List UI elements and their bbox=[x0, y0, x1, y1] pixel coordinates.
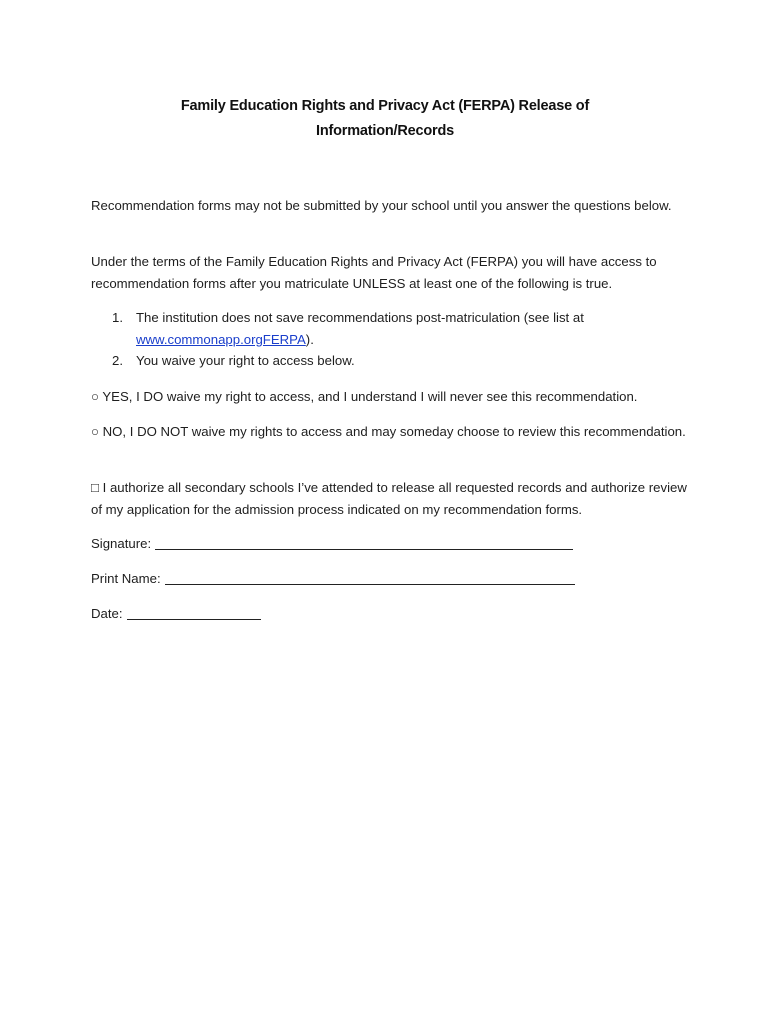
list-item bbox=[112, 307, 672, 350]
list-item-number: 2. bbox=[112, 353, 123, 368]
print-name-label: Print Name: bbox=[91, 571, 161, 586]
conditions-list bbox=[112, 307, 672, 372]
list-item-number: 1. bbox=[112, 310, 123, 325]
signature-field bbox=[91, 533, 573, 555]
intro-paragraph: Recommendation forms may not be submitted by your school until you answer the questions below. bbox=[91, 198, 672, 213]
option-no-waive[interactable]: ○ NO, I DO NOT waive my rights to access and may someday choose to review this recommendation. bbox=[91, 424, 686, 439]
authorize-checkbox-statement[interactable]: □ I authorize all secondary schools I’ve attended to release all requested records and authorize review of my application for the admission process indicated on my recommendation forms. bbox=[91, 480, 687, 517]
option-yes-waive[interactable]: ○ YES, I DO waive my right to access, and I understand I will never see this recommendation. bbox=[91, 389, 638, 404]
date-line[interactable] bbox=[127, 605, 261, 620]
terms-paragraph: Under the terms of the Family Education Rights and Privacy Act (FERPA) you will have access to recommendation forms after you matriculate UNLESS at least one of the following is true. bbox=[91, 254, 657, 291]
date-field bbox=[91, 603, 261, 625]
list-item-text: You waive your right to access below. bbox=[136, 353, 355, 368]
commonapp-ferpa-link[interactable]: www.commonapp.orgFERPA bbox=[136, 331, 306, 347]
list-item-suffix: ). bbox=[305, 331, 314, 347]
date-label: Date: bbox=[91, 606, 123, 621]
list-item-text: The institution does not save recommendations post-matriculation (see list at bbox=[136, 310, 584, 325]
print-name-line[interactable] bbox=[165, 570, 575, 585]
document-title bbox=[90, 94, 680, 144]
signature-line[interactable] bbox=[155, 535, 573, 550]
title-line-2: Information/Records bbox=[316, 123, 454, 139]
print-name-field bbox=[91, 568, 575, 590]
title-line-1: Family Education Rights and Privacy Act (FERPA) Release of bbox=[180, 98, 590, 114]
list-item bbox=[112, 350, 672, 372]
signature-label: Signature: bbox=[91, 536, 152, 551]
